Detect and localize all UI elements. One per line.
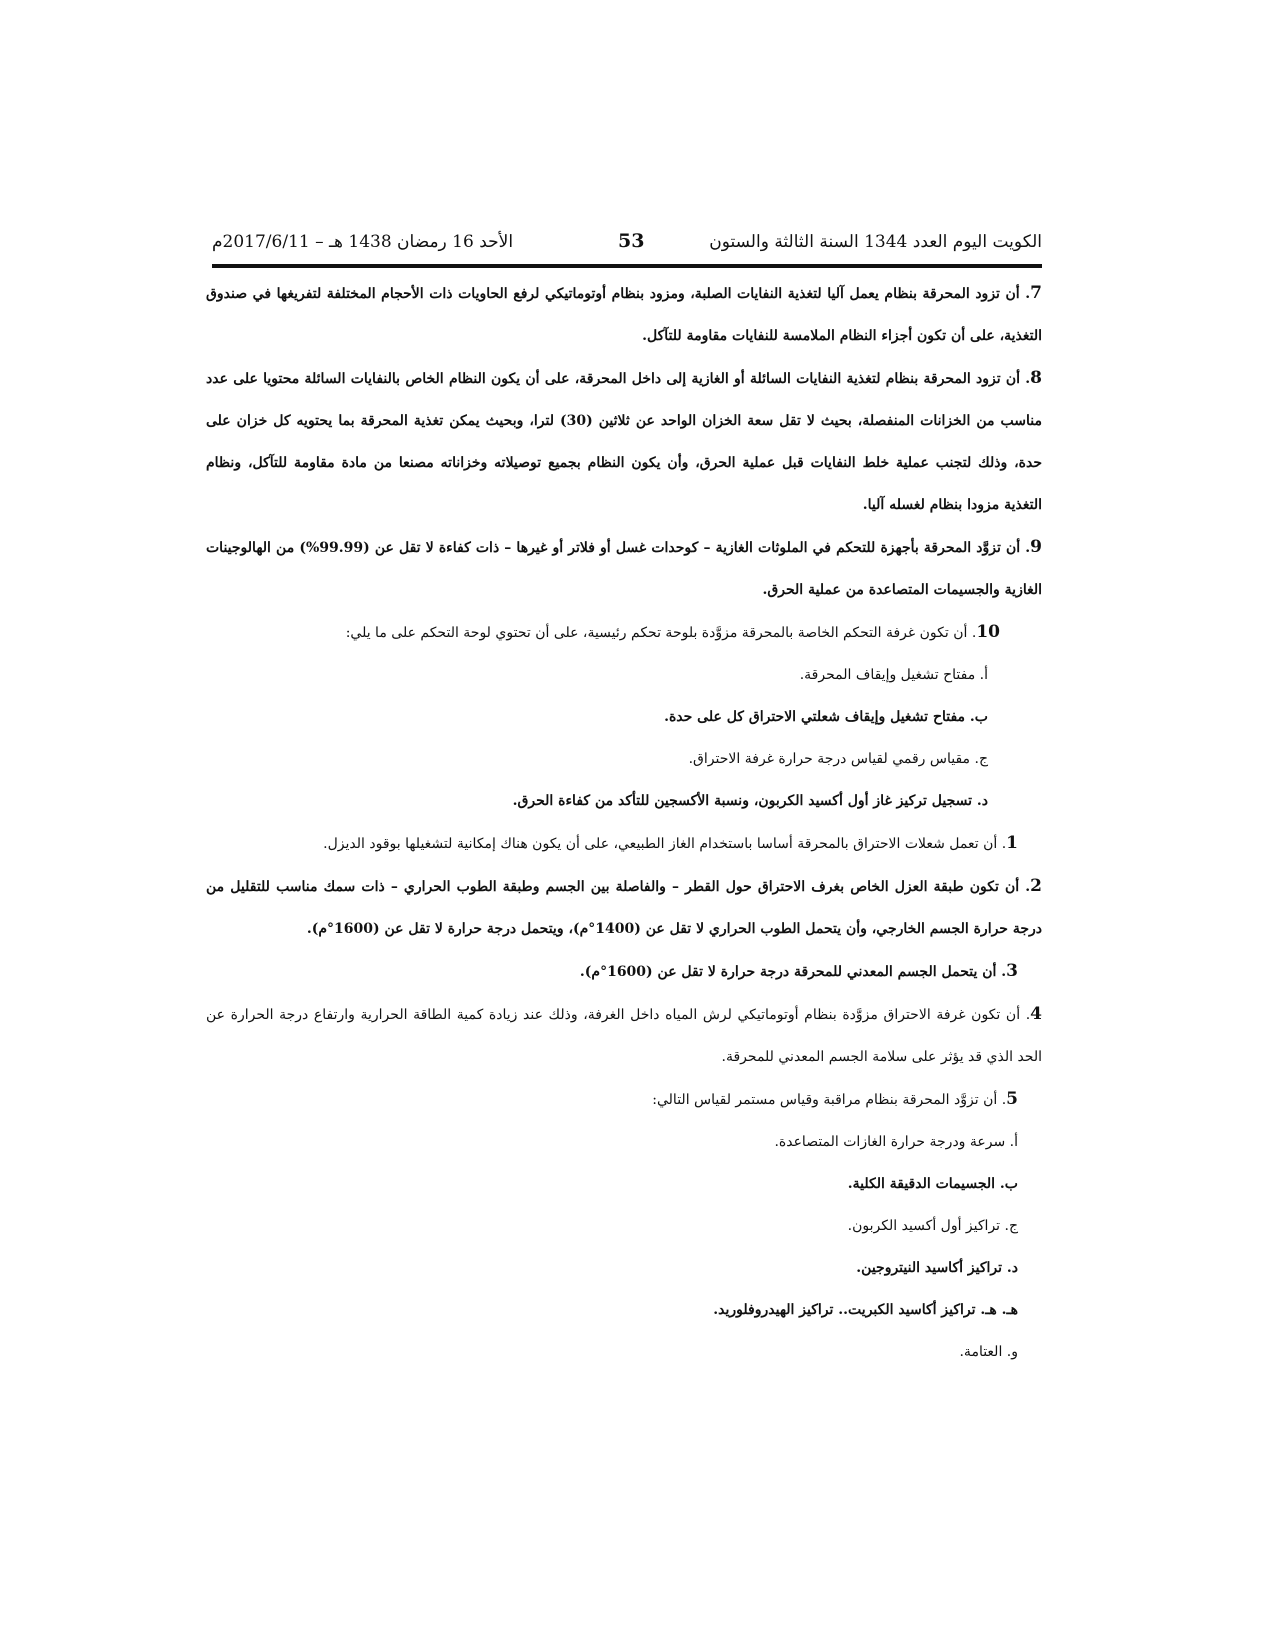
control-item: ب. مفتاح تشغيل وإيقاف شعلتي الاحتراق كل على حدة. <box>664 709 988 725</box>
paragraph-number: 9 <box>1030 537 1042 557</box>
paragraph-text: . أن تعمل شعلات الاحتراق بالمحرقة أساسا باستخدام الغاز الطبيعي، على أن يكون هناك إمكانية لتشغيلها بوقود الديزل. <box>323 836 1007 852</box>
paragraph-number: 2 <box>1030 876 1042 896</box>
paragraph-number: 10 <box>976 622 1000 642</box>
control-item: أ. مفتاح تشغيل وإيقاف المحرقة. <box>799 667 988 683</box>
chamber-paragraph-1 <box>206 822 1042 865</box>
page-header <box>212 226 1042 262</box>
chamber-paragraph-4 <box>206 993 1042 1078</box>
paragraph-9 <box>206 526 1042 611</box>
paragraph-text: . أن تزود المحرقة بنظام لتغذية النفايات السائلة أو الغازية إلى داخل المحرقة، على أن يكون النظام الخاص بالنفايات السائلة محتويا على عدد مناسب من الخزانات المنفصلة، بحيث لا تقل سعة الخزان الواحد عن ثلاثين (30) لترا، وبحيث يمكن تغذية المحرقة بما يحتويه كل خزان على حدة، وذلك لتجنب عملية خلط النفايات قبل عملية الحرق، وأن يكون النظام بجميع توصيلاته وخزاناته مصنعا من مادة مقاومة للتآكل، ونظام التغذية مزودا بنظام لغسله آليا. <box>206 371 1042 513</box>
chamber-paragraph-5 <box>206 1078 1042 1121</box>
paragraph-number: 5 <box>1006 1089 1018 1109</box>
paragraph-text: . أن تزوَّد المحرقة بأجهزة للتحكم في الملوثات الغازية – كوحدات غسل أو فلاتر أو غيرها – ذات كفاءة لا تقل عن (99.99%) من الهالوجينات الغازية والجسيمات المتصاعدة من عملية الحرق. <box>206 540 1042 598</box>
monitoring-item: هـ. هـ. تراكيز أكاسيد الكبريت.. تراكيز الهيدروفلوريد. <box>713 1302 1018 1318</box>
publication-date: الأحد 16 رمضان 1438 هـ – 2017/6/11م <box>212 232 514 252</box>
header-divider <box>212 264 1042 268</box>
paragraph-text: . أن تكون غرفة التحكم الخاصة بالمحرقة مزوَّدة بلوحة تحكم رئيسية، على أن تحتوي لوحة التحكم على ما يلي: <box>345 625 977 641</box>
paragraph-number: 7 <box>1030 283 1042 303</box>
paragraph-number: 4 <box>1030 1004 1042 1024</box>
paragraph-text: . أن تكون طبقة العزل الخاص بغرف الاحتراق حول القطر – والفاصلة بين الجسم وطبقة الطوب الحراري – ذات سمك مناسب للتقليل من درجة حرارة الجسم الخارجي، وأن يتحمل الطوب الحراري لا تقل عن (1400°م)، ويتحمل درجة حرارة لا تقل عن (1600°م). <box>206 879 1042 937</box>
paragraph-number: 1 <box>1006 833 1018 853</box>
paragraph-8 <box>206 357 1042 526</box>
document-body <box>206 272 1042 1373</box>
paragraph-number: 3 <box>1006 961 1018 981</box>
monitoring-item: ج. تراكيز أول أكسيد الكربون. <box>847 1218 1018 1234</box>
control-item: د. تسجيل تركيز غاز أول أكسيد الكربون، ونسبة الأكسجين للتأكد من كفاءة الحرق. <box>512 793 988 809</box>
paragraph-text: . أن تزود المحرقة بنظام يعمل آليا لتغذية النفايات الصلبة، ومزود بنظام أوتوماتيكي لرفع الحاويات ذات الأحجام المختلفة لتفريغها في صندوق التغذية، على أن تكون أجزاء النظام الملامسة للنفايات مقاومة للتآكل. <box>206 286 1042 344</box>
paragraph-number: 8 <box>1030 368 1042 388</box>
paragraph-7 <box>206 272 1042 357</box>
monitoring-item: أ. سرعة ودرجة حرارة الغازات المتصاعدة. <box>774 1134 1018 1150</box>
paragraph-text: . أن يتحمل الجسم المعدني للمحرقة درجة حرارة لا تقل عن (1600°م). <box>579 964 1007 980</box>
monitoring-item: د. تراكيز أكاسيد النيتروجين. <box>856 1260 1018 1276</box>
chamber-paragraph-2 <box>206 865 1042 950</box>
page-number: 53 <box>618 230 645 252</box>
gazette-issue-info: الكويت اليوم العدد 1344 السنة الثالثة والستون <box>709 232 1042 252</box>
monitoring-item: ب. الجسيمات الدقيقة الكلية. <box>847 1176 1018 1192</box>
monitoring-item: و. العتامة. <box>959 1344 1018 1360</box>
paragraph-10 <box>206 611 1042 654</box>
paragraph-text: . أن تكون غرفة الاحتراق مزوَّدة بنظام أوتوماتيكي لرش المياه داخل الغرفة، وذلك عند زيادة كمية الطاقة الحرارية وارتفاع درجة الحرارة عن الحد الذي قد يؤثر على سلامة الجسم المعدني للمحرقة. <box>206 1007 1042 1065</box>
chamber-paragraph-3 <box>206 950 1042 993</box>
control-item: ج. مقياس رقمي لقياس درجة حرارة غرفة الاحتراق. <box>688 751 988 767</box>
paragraph-text: . أن تزوَّد المحرقة بنظام مراقبة وقياس مستمر لقياس التالي: <box>652 1092 1007 1108</box>
